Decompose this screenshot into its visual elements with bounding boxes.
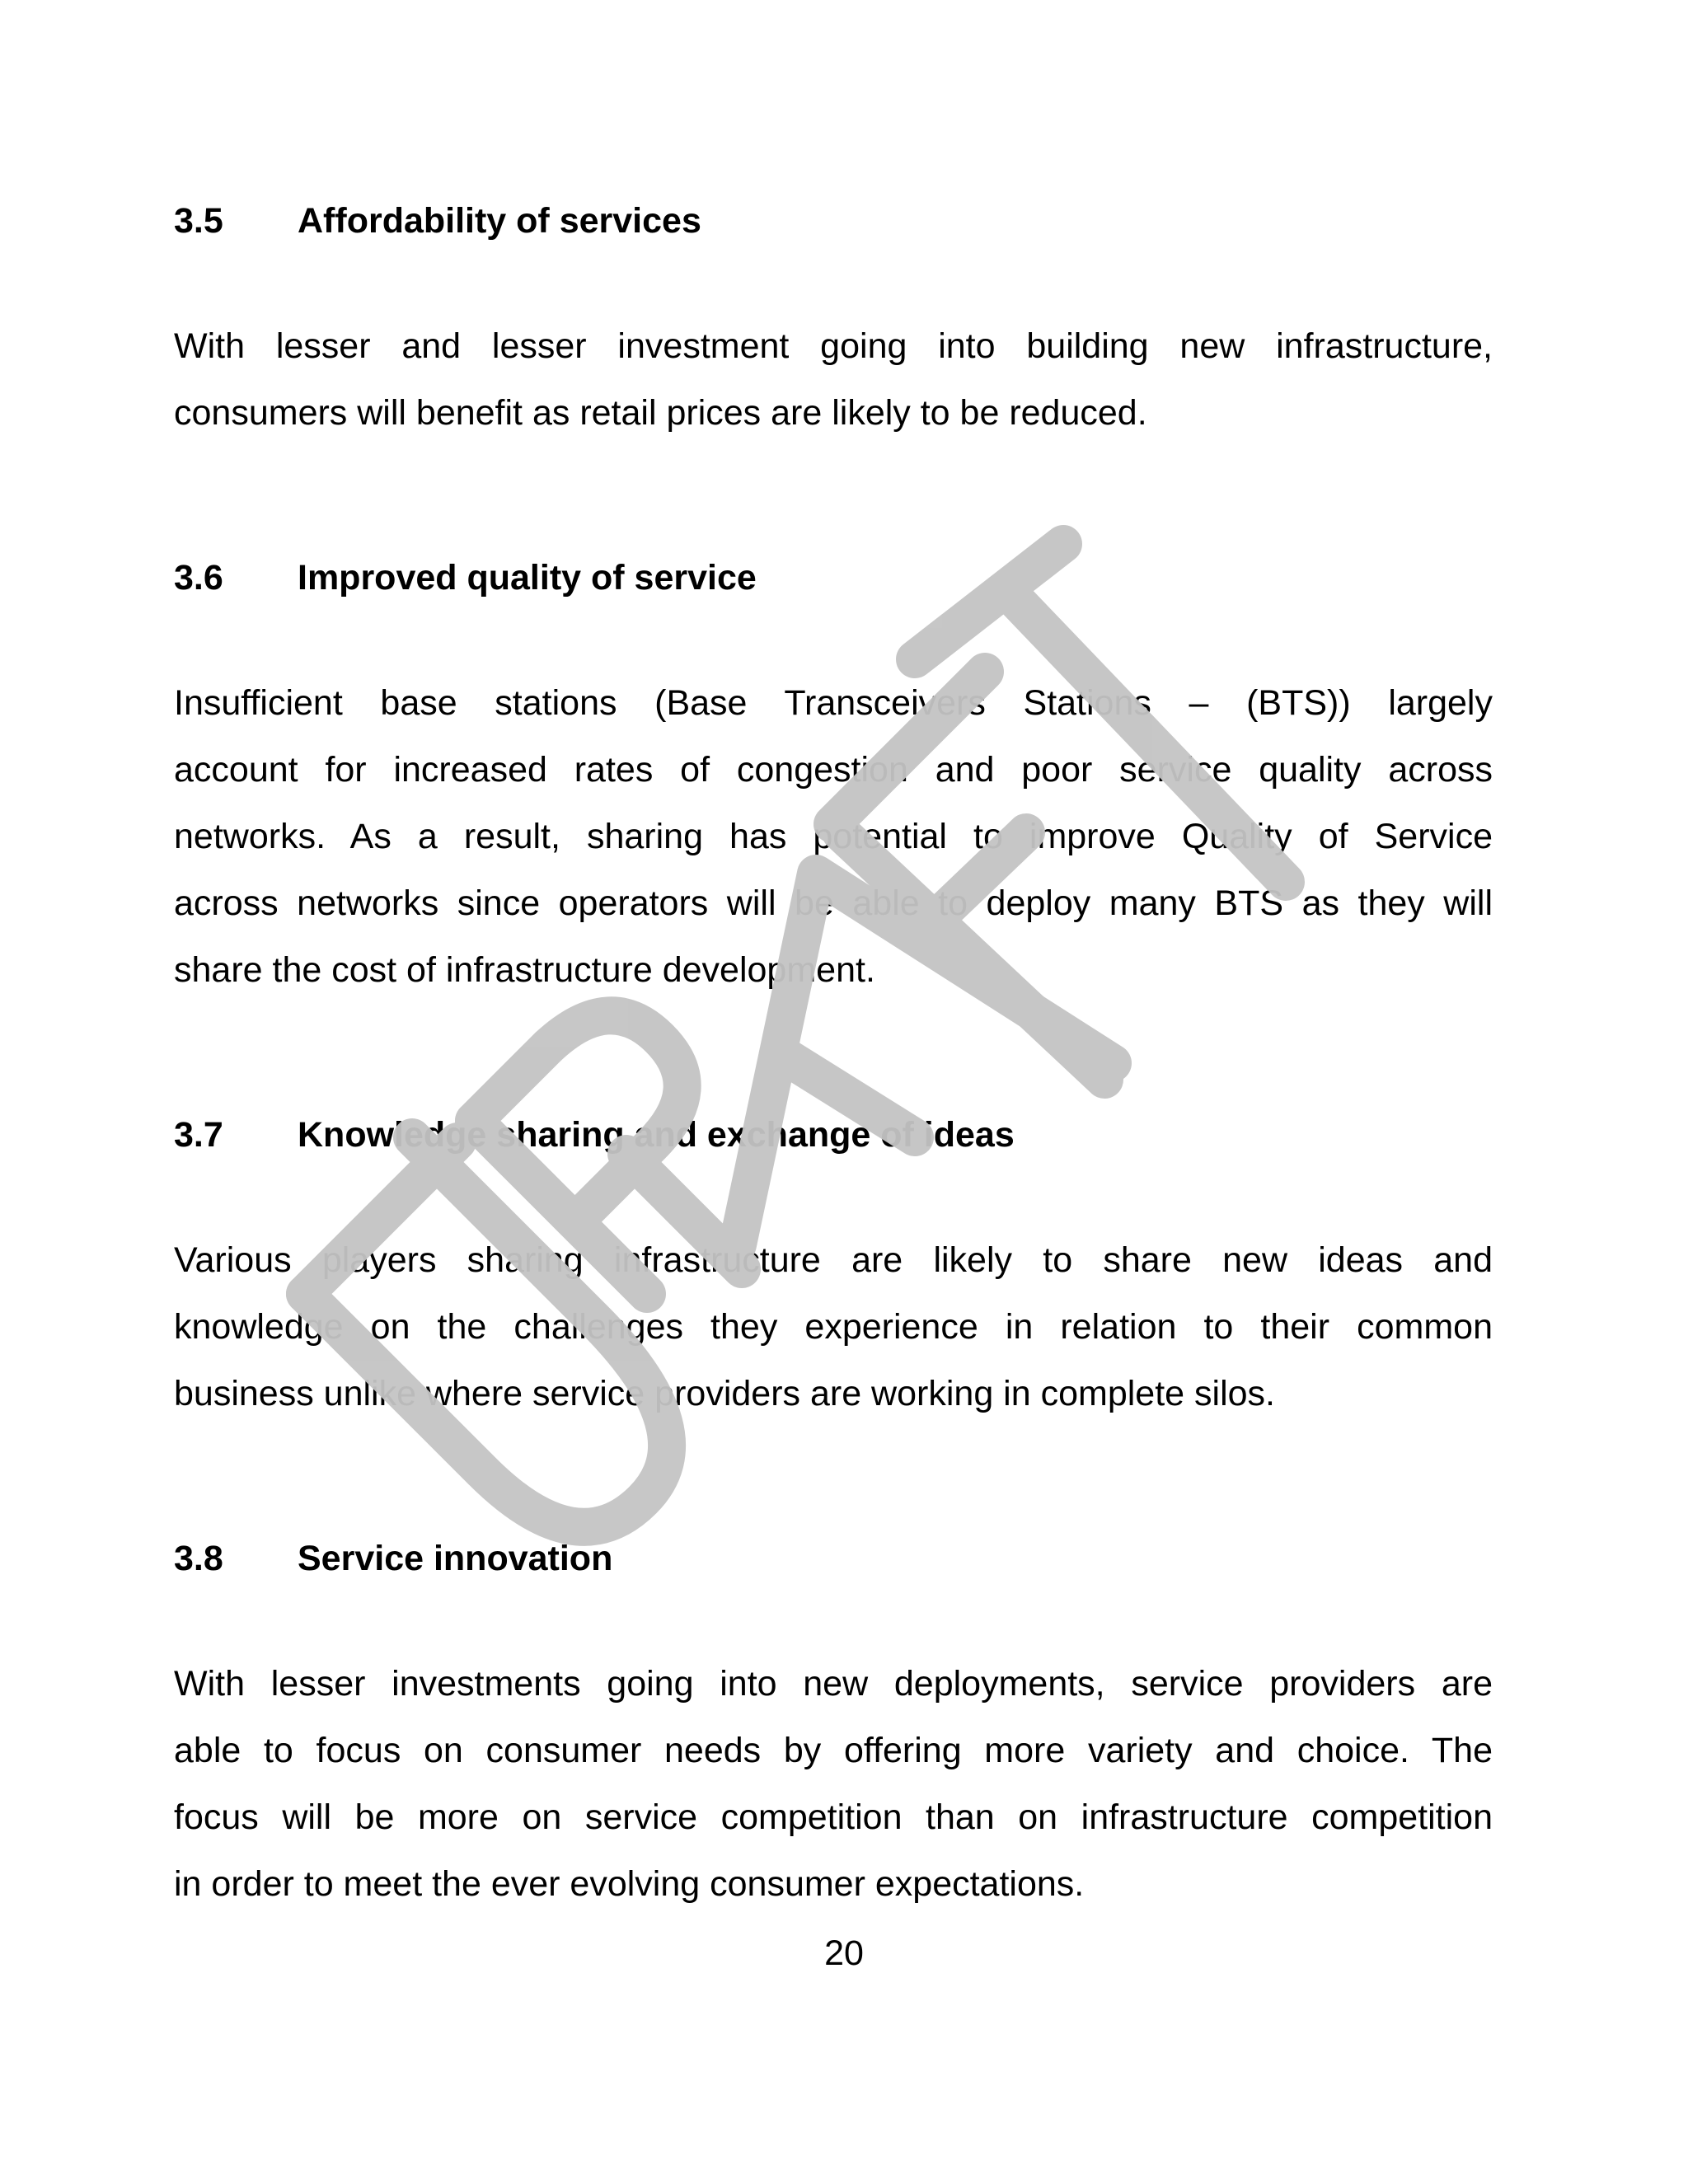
paragraph-line: With lesser and lesser investment going into building new infrastructure, [174, 326, 1493, 366]
paragraph-line: With lesser investments going into new deployments, service providers are [174, 1664, 1493, 1704]
paragraph-line: consumers will benefit as retail prices are likely to be reduced. [174, 393, 1147, 433]
section-number: 3.7 [174, 1115, 223, 1155]
section-title: Improved quality of service [298, 558, 757, 598]
paragraph-line: Insufficient base stations (Base Transceivers Stations – (BTS)) largely [174, 683, 1493, 723]
section-heading-3-5 [174, 198, 1493, 244]
paragraph-line: networks. As a result, sharing has potential to improve Quality of Service [174, 817, 1493, 856]
page-number: 20 [824, 1933, 864, 1973]
section-number: 3.5 [174, 201, 223, 241]
paragraph-line: able to focus on consumer needs by offering more variety and choice. The [174, 1731, 1493, 1770]
paragraph-line: across networks since operators will be able to deploy many BTS as they will [174, 883, 1493, 923]
section-heading-3-6 [174, 555, 1493, 601]
section-paragraph-3-6 [174, 670, 1493, 1004]
section-number: 3.8 [174, 1539, 223, 1578]
paragraph-line: in order to meet the ever evolving consumer expectations. [174, 1864, 1085, 1904]
paragraph-line: share the cost of infrastructure development. [174, 950, 875, 990]
paragraph-line: Various players sharing infrastructure are likely to share new ideas and [174, 1240, 1493, 1280]
section-paragraph-3-7 [174, 1227, 1493, 1427]
paragraph-line: business unlike where service providers are working in complete silos. [174, 1374, 1275, 1413]
section-title: Knowledge sharing and exchange of ideas [298, 1115, 1015, 1155]
section-title: Service innovation [298, 1539, 613, 1578]
paragraph-line: knowledge on the challenges they experience in relation to their common [174, 1307, 1493, 1347]
section-title: Affordability of services [298, 201, 701, 241]
section-heading-3-7 [174, 1112, 1493, 1158]
paragraph-line: account for increased rates of congestion and poor service quality across [174, 750, 1493, 790]
paragraph-line: focus will be more on service competition than on infrastructure competition [174, 1797, 1493, 1837]
section-heading-3-8 [174, 1535, 1493, 1582]
section-paragraph-3-8 [174, 1651, 1493, 1918]
section-number: 3.6 [174, 558, 223, 598]
section-paragraph-3-5 [174, 313, 1493, 447]
